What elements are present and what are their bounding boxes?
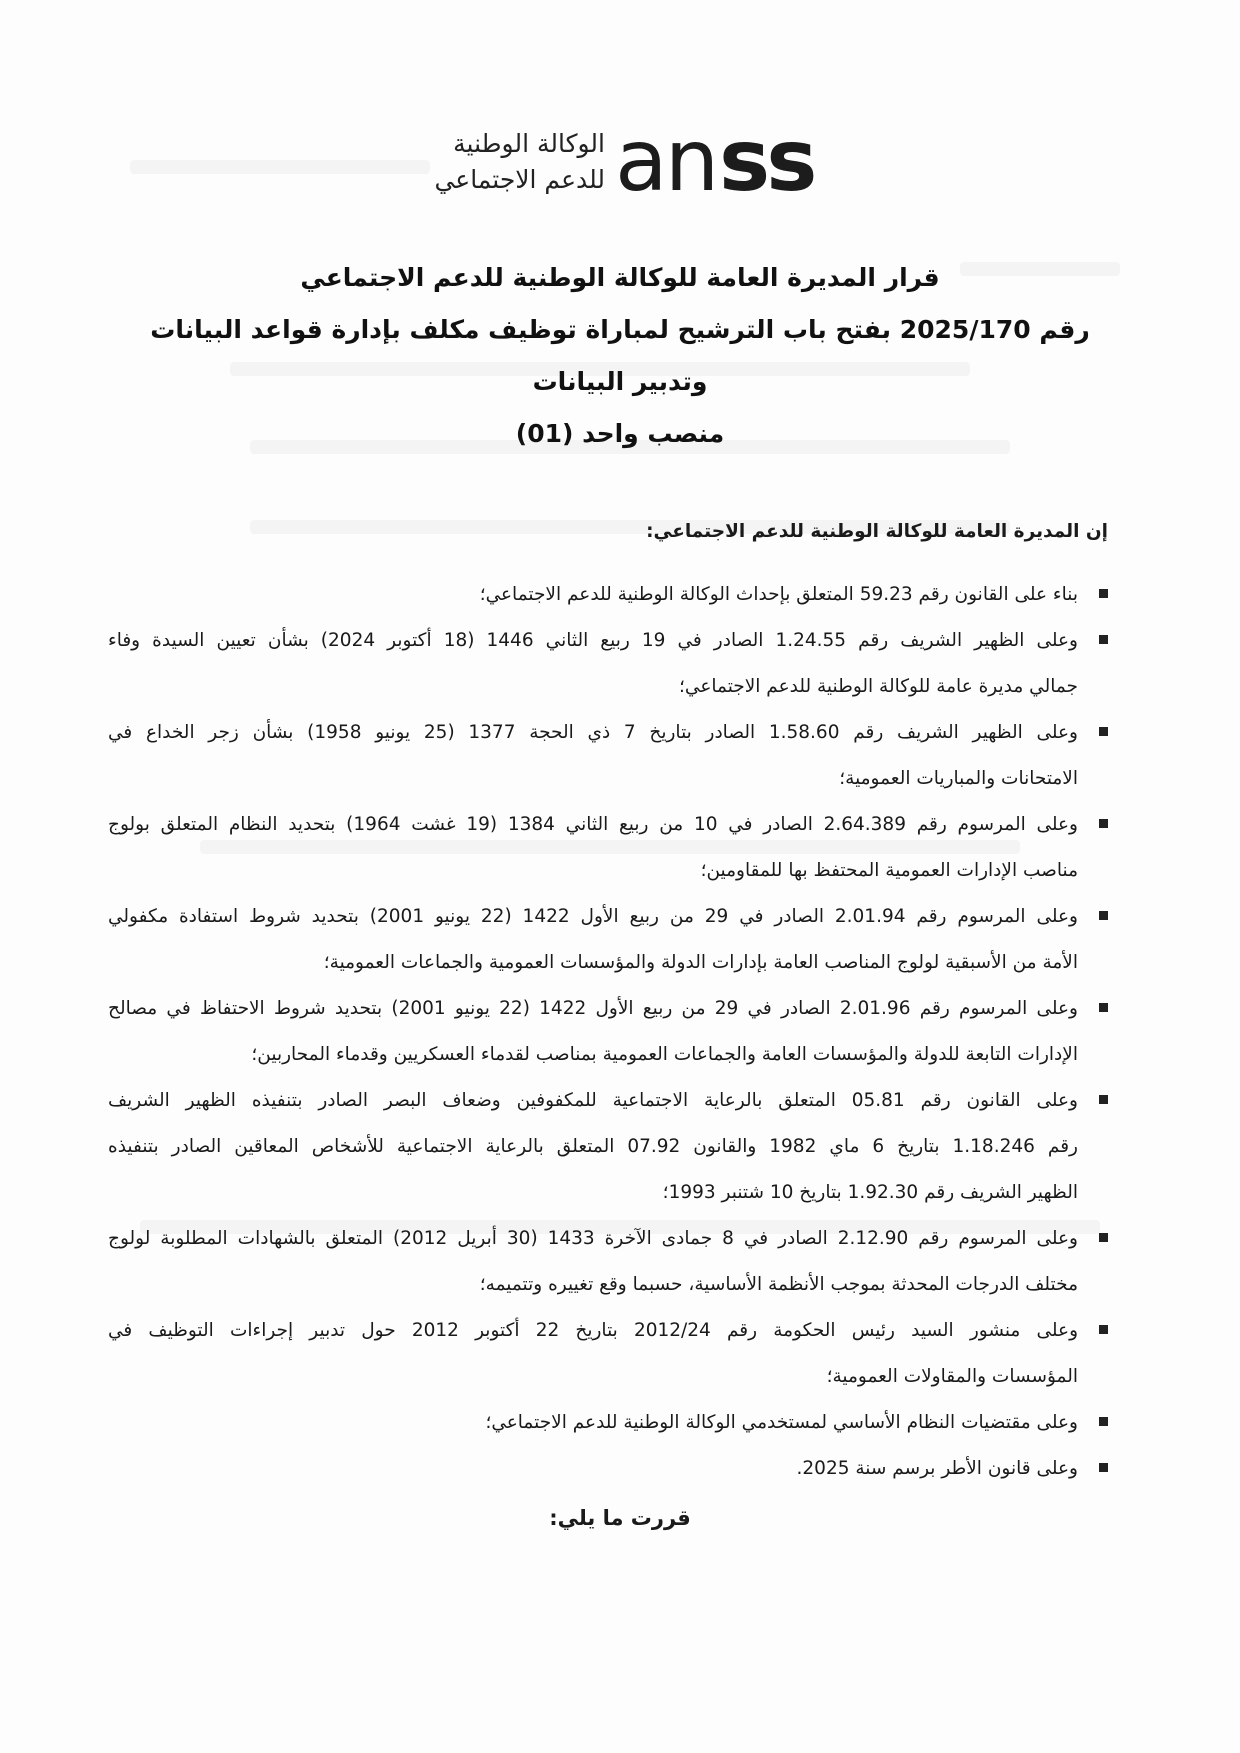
recital-line: وعلى مقتضيات النظام الأساسي لمستخدمي الوكالة الوطنية للدعم الاجتماعي؛ <box>485 1412 1078 1433</box>
recital-item <box>108 572 1108 618</box>
title-line-4: منصب واحد (01) <box>515 419 725 448</box>
title-line-3: وتدبير البيانات <box>532 367 708 396</box>
logo-mark-s-s: ss <box>719 118 814 208</box>
recital-item <box>108 1446 1108 1492</box>
bullet-square-icon <box>1099 589 1108 598</box>
recital-item <box>108 1078 1108 1216</box>
recital-line: وعلى الظهير الشريف رقم 1.58.60 الصادر بتاريخ 7 ذي الحجة 1377 (25 يونيو 1958) بشأن زجر الخداع في <box>108 722 1078 743</box>
recital-item <box>108 618 1108 710</box>
recital-line: المؤسسات والمقاولات العمومية؛ <box>826 1366 1078 1387</box>
bullet-square-icon <box>1099 819 1108 828</box>
recital-line: الامتحانات والمباريات العمومية؛ <box>839 768 1078 789</box>
recital-line: وعلى الظهير الشريف رقم 1.24.55 الصادر في 19 ربيع الثاني 1446 (18 أكتوبر 2024) بشأن تعيين السيدة وفاء <box>108 630 1078 651</box>
bullet-square-icon <box>1099 635 1108 644</box>
bullet-square-icon <box>1099 727 1108 736</box>
agency-name <box>415 126 605 198</box>
recital-line: وعلى المرسوم رقم 2.01.96 الصادر في 29 من ربيع الأول 1422 (22 يونيو 2001) بتحديد شروط الاحتفاظ في مصالح <box>108 998 1078 1019</box>
bullet-square-icon <box>1099 1003 1108 1012</box>
recital-line: مناصب الإدارات العمومية المحتفظ بها للمقاومين؛ <box>700 860 1078 881</box>
title-line-1: قرار المديرة العامة للوكالة الوطنية للدعم الاجتماعي <box>300 263 940 292</box>
agency-name-line1: الوكالة الوطنية <box>453 129 605 158</box>
recital-line: الأمة من الأسبقية لولوج المناصب العامة بإدارات الدولة والمؤسسات العمومية والجماعات العمومية؛ <box>323 952 1078 973</box>
agency-logo <box>415 118 825 208</box>
bullet-square-icon <box>1099 911 1108 920</box>
recital-line: وعلى المرسوم رقم 2.12.90 الصادر في 8 جمادى الآخرة 1433 (30 أبريل 2012) المتعلق بالشهادات المطلوبة لولوج <box>108 1228 1078 1249</box>
recital-line: بناء على القانون رقم 59.23 المتعلق بإحداث الوكالة الوطنية للدعم الاجتماعي؛ <box>479 584 1078 605</box>
decision-title <box>150 252 1090 460</box>
recital-line: الإدارات التابعة للدولة والمؤسسات العامة والجماعات العمومية بمناصب لقدماء العسكريين وقدماء المحاربين؛ <box>251 1044 1078 1065</box>
bullet-square-icon <box>1099 1233 1108 1242</box>
anss-logo-mark <box>615 118 825 208</box>
bullet-square-icon <box>1099 1417 1108 1426</box>
title-line-2: رقم 2025/170 بفتح باب الترشيح لمباراة توظيف مكلف بإدارة قواعد البيانات <box>150 315 1090 344</box>
recital-item <box>108 986 1108 1078</box>
recital-line: مختلف الدرجات المحدثة بموجب الأنظمة الأساسية، حسبما وقع تغييره وتتميمه؛ <box>479 1274 1078 1295</box>
recital-line: وعلى المرسوم رقم 2.64.389 الصادر في 10 من ربيع الثاني 1384 (19 غشت 1964) بتحديد النظام المتعلق بولوج <box>108 814 1078 835</box>
logo-mark-a-n: an <box>615 118 717 208</box>
decision-heading: قررت ما يلي: <box>549 1506 691 1530</box>
recital-item <box>108 1400 1108 1446</box>
recital-line: الظهير الشريف رقم 1.92.30 بتاريخ 10 شتنبر 1993؛ <box>662 1182 1078 1203</box>
recital-item <box>108 1216 1108 1308</box>
recital-line: وعلى قانون الأطر برسم سنة 2025. <box>796 1458 1078 1479</box>
recital-item <box>108 894 1108 986</box>
recital-line: جمالي مديرة عامة للوكالة الوطنية للدعم الاجتماعي؛ <box>679 676 1078 697</box>
recital-item <box>108 710 1108 802</box>
bullet-square-icon <box>1099 1325 1108 1334</box>
recitals-list <box>108 572 1108 1492</box>
recital-line: رقم 1.18.246 بتاريخ 6 ماي 1982 والقانون 07.92 المتعلق بالرعاية الاجتماعية للأشخاص المعاقين الصادر بتنفيذه <box>108 1136 1078 1157</box>
bullet-square-icon <box>1099 1095 1108 1104</box>
recital-item <box>108 802 1108 894</box>
preamble-heading: إن المديرة العامة للوكالة الوطنية للدعم الاجتماعي: <box>646 521 1108 542</box>
recital-line: وعلى منشور السيد رئيس الحكومة رقم 2012/24 بتاريخ 22 أكتوبر 2012 حول تدبير إجراءات التوظيف في <box>108 1320 1078 1341</box>
recital-line: وعلى المرسوم رقم 2.01.94 الصادر في 29 من ربيع الأول 1422 (22 يونيو 2001) بتحديد شروط استفادة مكفولي <box>108 906 1078 927</box>
recital-item <box>108 1308 1108 1400</box>
agency-name-line2: للدعم الاجتماعي <box>434 165 605 194</box>
bullet-square-icon <box>1099 1463 1108 1472</box>
recital-line: وعلى القانون رقم 05.81 المتعلق بالرعاية الاجتماعية للمكفوفين وضعاف البصر الصادر بتنفيذه الظهير الشريف <box>108 1090 1078 1111</box>
